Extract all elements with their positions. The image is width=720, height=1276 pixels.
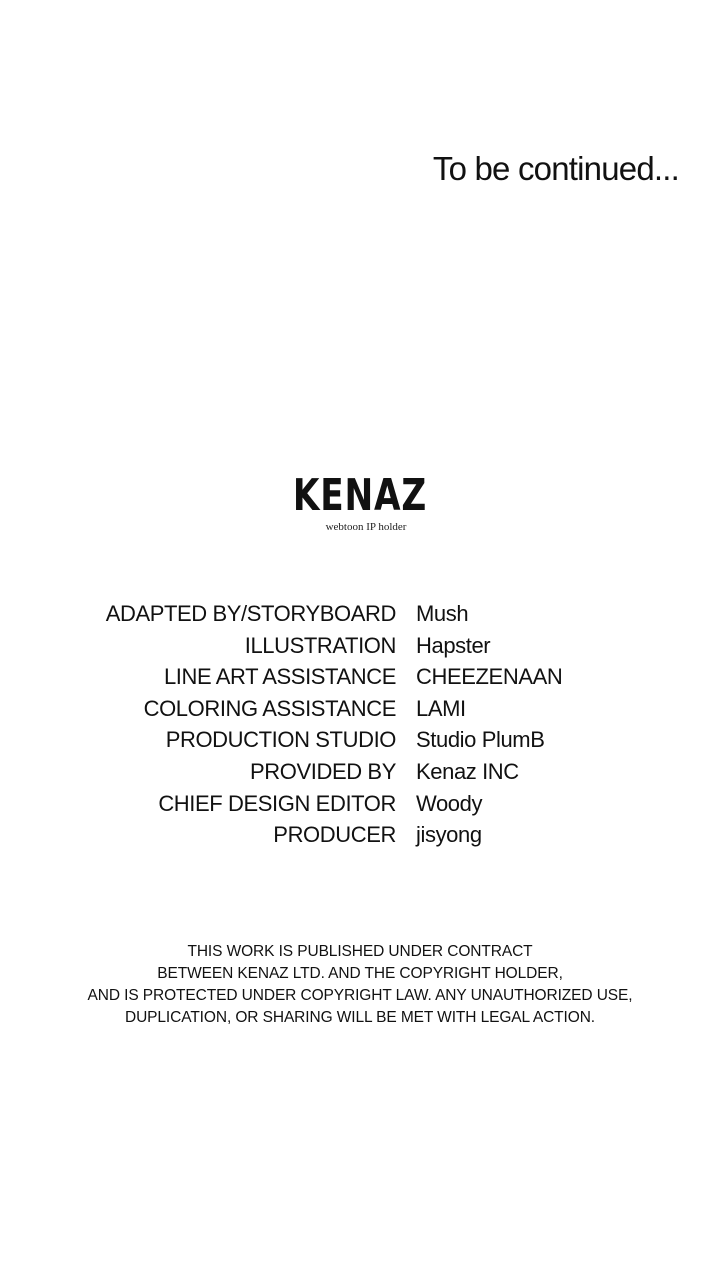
credit-role: ILLUSTRATION — [244, 632, 396, 658]
credits-list — [0, 598, 720, 851]
legal-notice — [0, 941, 720, 1029]
credit-row — [0, 693, 720, 725]
credit-role: COLORING ASSISTANCE — [143, 695, 396, 721]
credit-name: Mush — [416, 601, 469, 626]
logo-tagline: webtoon IP holder — [325, 521, 407, 533]
credit-role: LINE ART ASSISTANCE — [163, 664, 396, 690]
legal-notice-line: THIS WORK IS PUBLISHED UNDER CONTRACT — [187, 943, 533, 960]
credit-row — [0, 788, 720, 820]
legal-notice-line: BETWEEN KENAZ LTD. AND THE COPYRIGHT HOLDER, — [157, 965, 563, 982]
credit-role: PROVIDED BY — [250, 758, 396, 784]
credit-name: Woody — [416, 790, 483, 816]
credit-role: ADAPTED BY/STORYBOARD — [105, 601, 396, 626]
credit-name: Hapster — [416, 632, 491, 658]
credit-role: PRODUCER — [273, 822, 396, 848]
credit-role: PRODUCTION STUDIO — [165, 727, 396, 753]
to-be-continued-text: To be continued... — [432, 150, 679, 187]
credit-row — [0, 819, 720, 851]
credit-name: CHEEZENAAN — [416, 664, 563, 690]
credit-role: CHIEF DESIGN EDITOR — [158, 790, 396, 816]
kenaz-logo — [0, 472, 720, 533]
legal-notice-line: DUPLICATION, OR SHARING WILL BE MET WITH LEGAL ACTION. — [124, 1009, 595, 1026]
credit-row — [0, 661, 720, 693]
logo-wordmark: KENAZ — [292, 470, 428, 521]
credit-name: Kenaz INC — [416, 758, 519, 784]
legal-notice-line: AND IS PROTECTED UNDER COPYRIGHT LAW. ANY UNAUTHORIZED USE, — [87, 987, 633, 1004]
credit-name: Studio PlumB — [416, 727, 545, 753]
credit-row — [0, 630, 720, 662]
credit-name: jisyong — [416, 822, 482, 848]
credit-row — [0, 598, 720, 630]
credit-row — [0, 756, 720, 788]
credit-row — [0, 724, 720, 756]
credit-name: LAMI — [416, 695, 466, 721]
